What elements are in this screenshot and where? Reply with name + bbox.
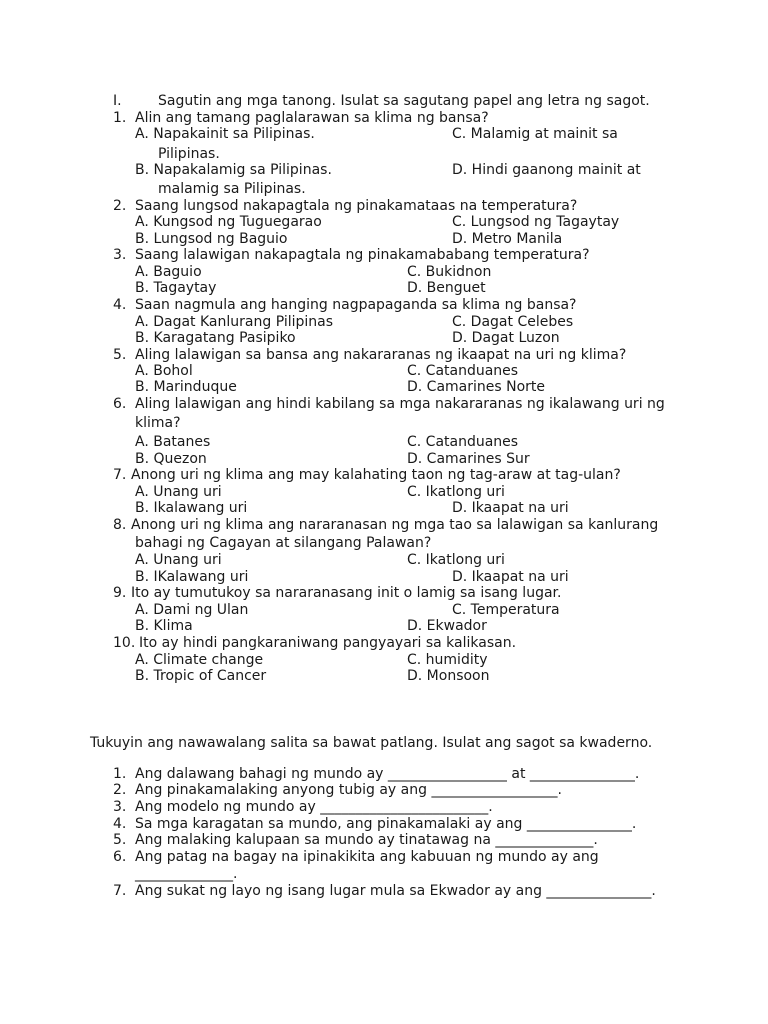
question-text: Anong uri ng klima ang nararanasan ng mga tao sa lalawigan sa kanlurang: [131, 517, 659, 533]
question-number: 4.: [113, 297, 127, 313]
choice: A. Climate change: [135, 652, 264, 668]
item-number: 3.: [113, 799, 127, 815]
question-text: Aling lalawigan ang hindi kabilang sa mga nakararanas ng ikalawang uri ng: [135, 396, 665, 412]
choice-continued: malamig sa Pilipinas.: [158, 181, 306, 197]
choice: C. Malamig at mainit sa: [452, 126, 618, 142]
fill-in-item: Ang pinakamalaking anyong tubig ay ang __________________.: [135, 782, 562, 798]
question-text: Saan nagmula ang hanging nagpapaganda sa klima ng bansa?: [135, 297, 577, 313]
choice: B. Marinduque: [135, 379, 237, 395]
choice: D. Ikaapat na uri: [452, 569, 569, 585]
choice: C. Temperatura: [452, 602, 560, 618]
question-number: 10.: [113, 635, 136, 651]
question-text: Anong uri ng klima ang may kalahating taon ng tag-araw at tag-ulan?: [131, 467, 621, 483]
choice: B. Lungsod ng Baguio: [135, 231, 288, 247]
choice: C. Ikatlong uri: [407, 484, 505, 500]
section-instruction: Sagutin ang mga tanong. Isulat sa sagutang papel ang letra ng sagot.: [158, 93, 650, 109]
question-text: Ito ay tumutukoy sa nararanasang init o lamig sa isang lugar.: [131, 585, 562, 601]
question-text: Saang lungsod nakapagtala ng pinakamataas na temperatura?: [135, 198, 578, 214]
choice: D. Hindi gaanong mainit at: [452, 162, 641, 178]
section-instruction: Tukuyin ang nawawalang salita sa bawat patlang. Isulat ang sagot sa kwaderno.: [90, 735, 653, 751]
question-number: 6.: [113, 396, 127, 412]
item-number: 4.: [113, 816, 127, 832]
choice: D. Ekwador: [407, 618, 487, 634]
question-number: 7.: [113, 467, 127, 483]
fill-in-item: Ang sukat ng layo ng isang lugar mula sa Ekwador ay ang _______________.: [135, 883, 656, 899]
choice: B. Napakalamig sa Pilipinas.: [135, 162, 332, 178]
choice: D. Metro Manila: [452, 231, 563, 247]
item-number: 2.: [113, 782, 127, 798]
question-text-continued: bahagi ng Cagayan at silangang Palawan?: [135, 535, 432, 551]
item-number: 7.: [113, 883, 127, 899]
item-number: 6.: [113, 849, 127, 865]
question-text-continued: klima?: [135, 415, 181, 431]
choice: D. Ikaapat na uri: [452, 500, 569, 516]
question-number: 1.: [113, 110, 127, 126]
question-text: Aling lalawigan sa bansa ang nakararanas ng ikaapat na uri ng klima?: [135, 347, 627, 363]
choice: A. Bohol: [135, 363, 193, 379]
question-number: 2.: [113, 198, 127, 214]
choice: D. Benguet: [407, 280, 486, 296]
choice: A. Napakainit sa Pilipinas.: [135, 126, 315, 142]
question-text: Ito ay hindi pangkaraniwang pangyayari sa kalikasan.: [139, 635, 517, 651]
choice: D. Monsoon: [407, 668, 490, 684]
question-number: 3.: [113, 247, 127, 263]
choice: C. Dagat Celebes: [452, 314, 574, 330]
choice: A. Dagat Kanlurang Pilipinas: [135, 314, 334, 330]
fill-in-item: Sa mga karagatan sa mundo, ang pinakamalaki ay ang _______________.: [135, 816, 637, 832]
choice-continued: Pilipinas.: [158, 146, 220, 162]
choice: A. Baguio: [135, 264, 202, 280]
choice: A. Unang uri: [135, 484, 222, 500]
choice: D. Camarines Sur: [407, 451, 530, 467]
choice: A. Batanes: [135, 434, 211, 450]
fill-in-item: Ang malaking kalupaan sa mundo ay tinatawag na ______________.: [135, 832, 598, 848]
choice: B. IKalawang uri: [135, 569, 249, 585]
choice: C. Lungsod ng Tagaytay: [452, 214, 620, 230]
question-number: 9.: [113, 585, 127, 601]
choice: A. Kungsod ng Tuguegarao: [135, 214, 322, 230]
choice: B. Tagaytay: [135, 280, 217, 296]
choice: C. Catanduanes: [407, 363, 519, 379]
choice: B. Karagatang Pasipiko: [135, 330, 296, 346]
fill-in-item: Ang dalawang bahagi ng mundo ay _________________ at _______________.: [135, 766, 640, 782]
choice: B. Ikalawang uri: [135, 500, 248, 516]
question-number: 8.: [113, 517, 127, 533]
question-text: Saang lalawigan nakapagtala ng pinakamababang temperatura?: [135, 247, 590, 263]
choice: A. Unang uri: [135, 552, 222, 568]
choice: D. Dagat Luzon: [452, 330, 560, 346]
choice: B. Klima: [135, 618, 193, 634]
choice: C. humidity: [407, 652, 488, 668]
choice: B. Tropic of Cancer: [135, 668, 267, 684]
choice: C. Bukidnon: [407, 264, 492, 280]
choice: B. Quezon: [135, 451, 207, 467]
choice: C. Catanduanes: [407, 434, 519, 450]
question-number: 5.: [113, 347, 127, 363]
item-number: 1.: [113, 766, 127, 782]
choice: C. Ikatlong uri: [407, 552, 505, 568]
item-number: 5.: [113, 832, 127, 848]
choice: A. Dami ng Ulan: [135, 602, 249, 618]
choice: D. Camarines Norte: [407, 379, 546, 395]
section-numeral: I.: [113, 93, 122, 109]
question-text: Alin ang tamang paglalarawan sa klima ng bansa?: [135, 110, 489, 126]
fill-in-item-continued: ______________.: [135, 866, 238, 882]
fill-in-item: Ang patag na bagay na ipinakikita ang kabuuan ng mundo ay ang: [135, 849, 599, 865]
fill-in-item: Ang modelo ng mundo ay ________________________.: [135, 799, 493, 815]
